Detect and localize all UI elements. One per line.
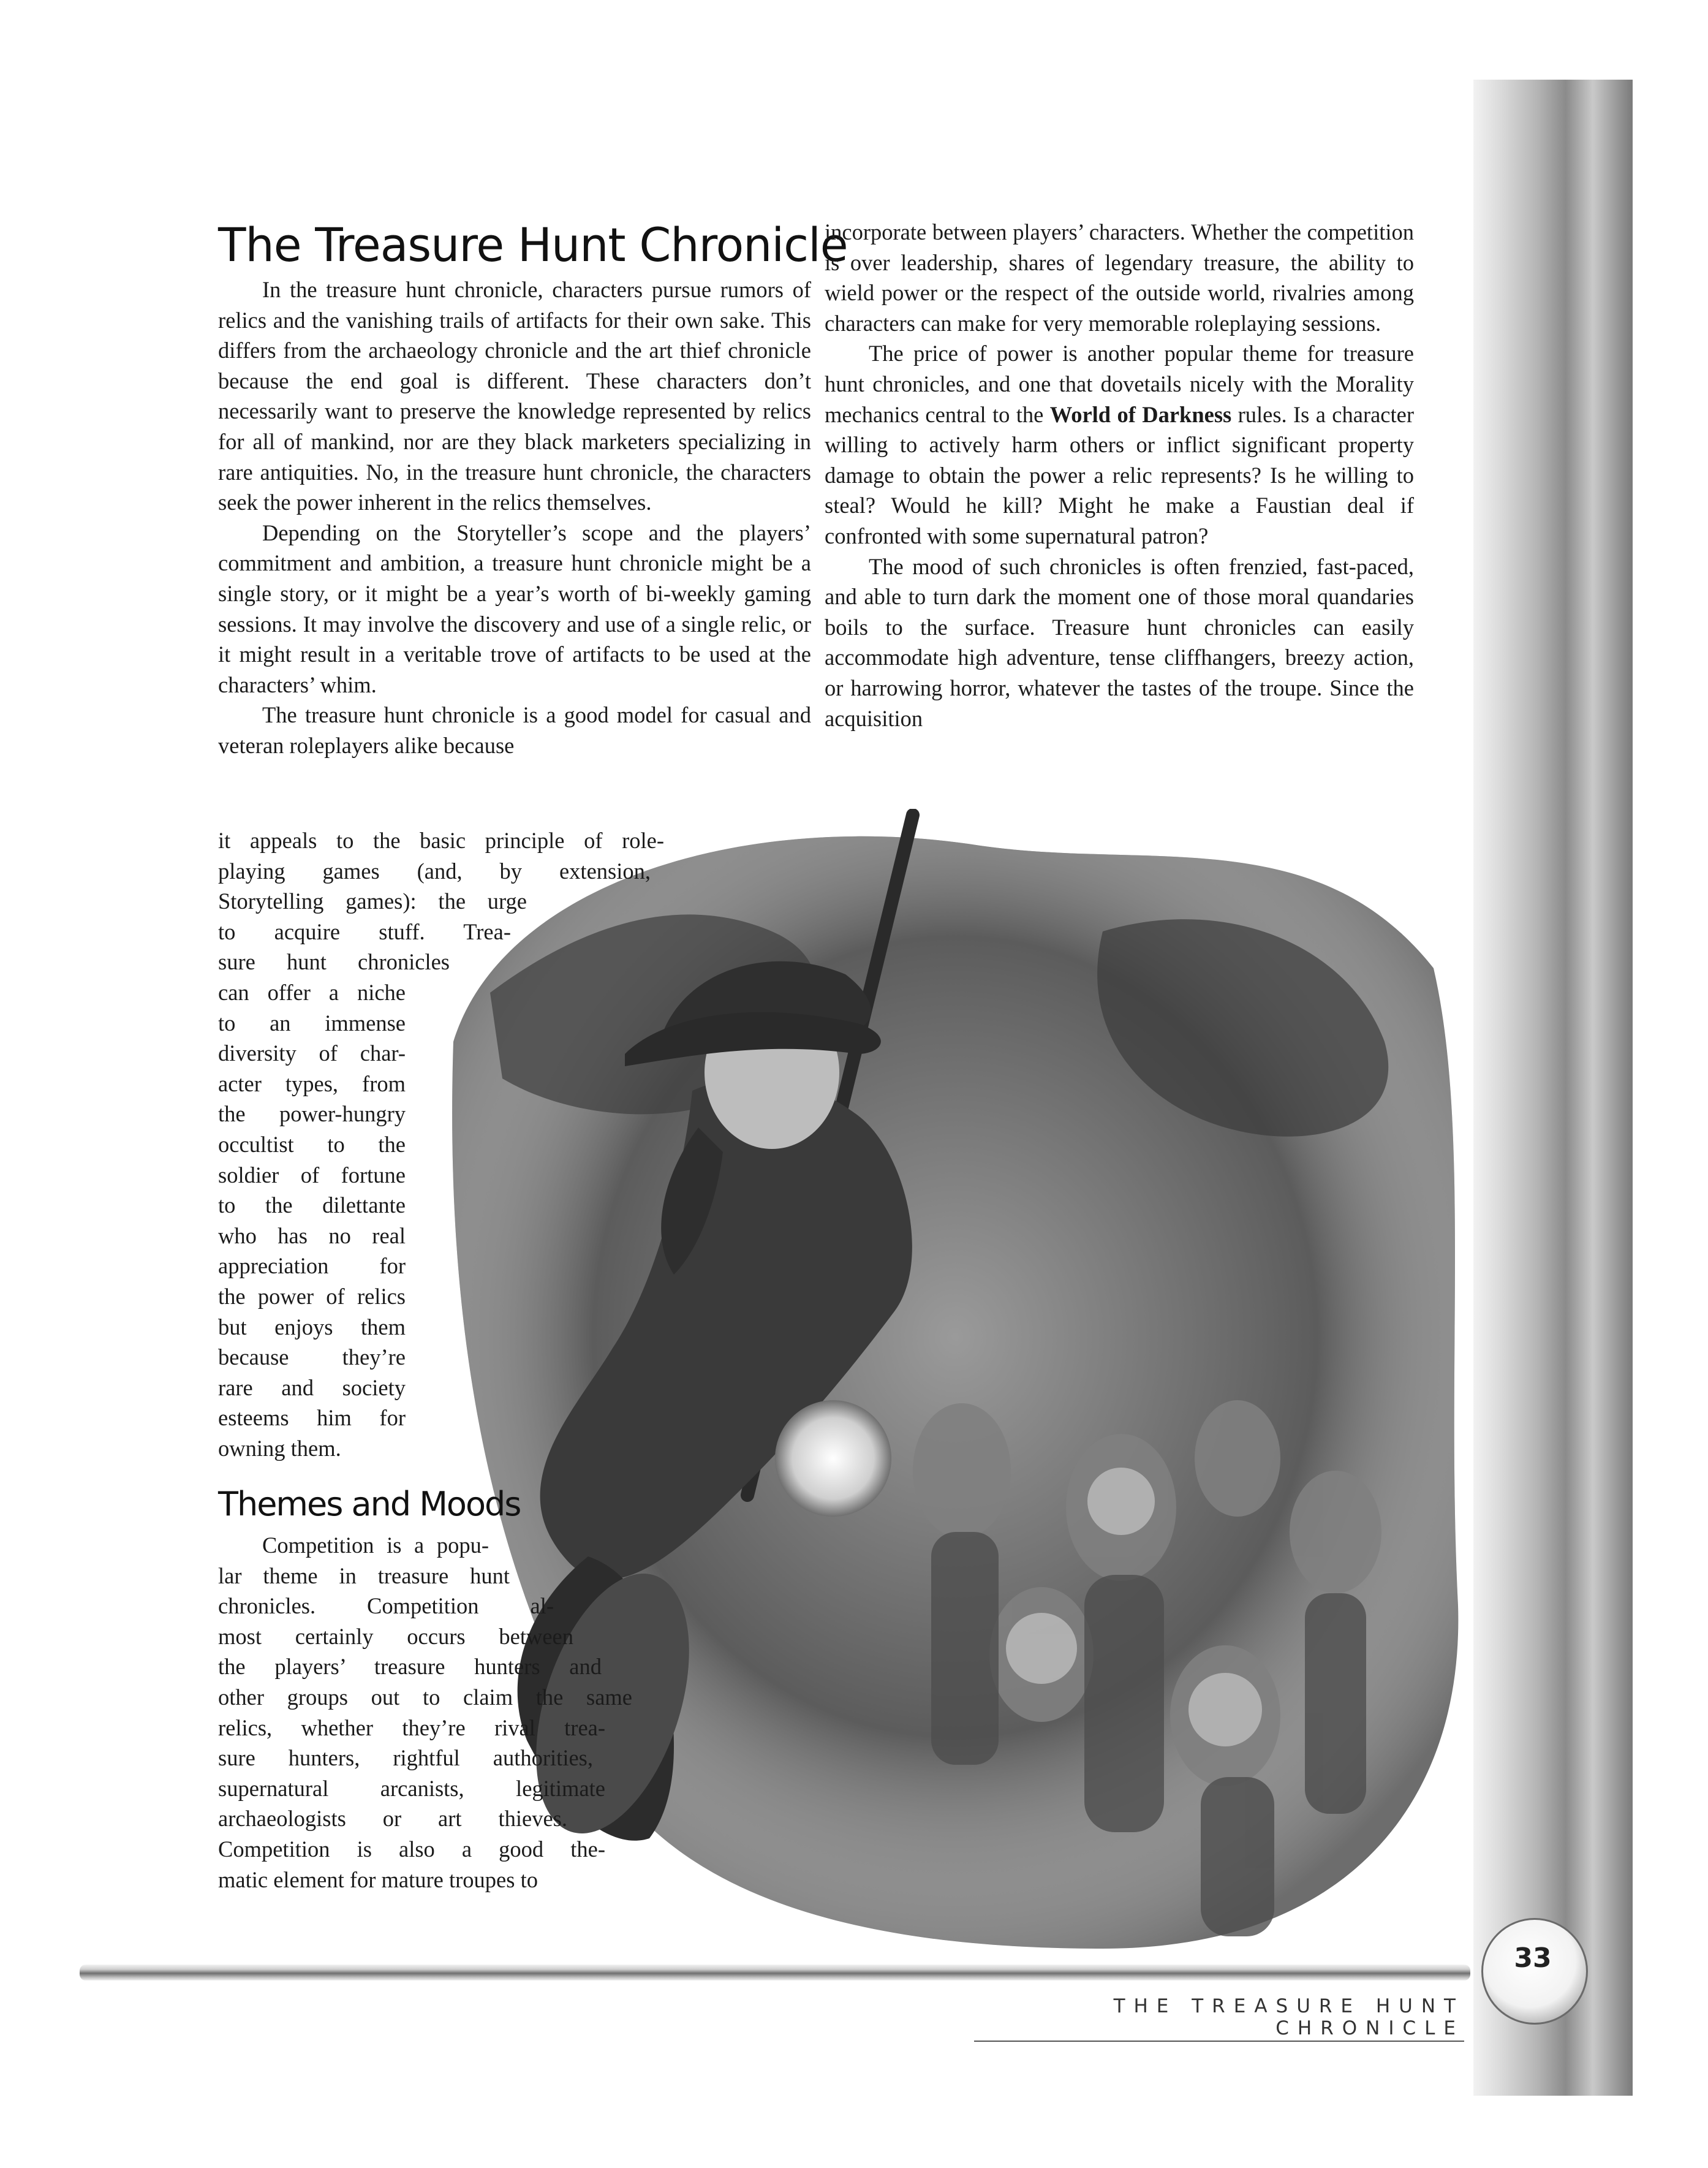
- paragraph: Depending on the Storyteller’s scope and the players’ commitment and ambition, a treasure hunt chronicle might be a single story, or it might be a year’s worth of bi-weekly gaming sessions. It may involve the discovery and use of a single relic, or it might result in a veritable trove of artifacts to be used at the characters’ whim.: [218, 520, 811, 697]
- text-line: to an immense: [218, 1010, 406, 1036]
- text-line: because they’re: [218, 1344, 406, 1370]
- text-line: most certainly occurs between: [218, 1623, 573, 1649]
- text-line: to acquire stuff. Trea-: [218, 919, 511, 944]
- text-line: the players’ treasure hunters and: [218, 1654, 602, 1680]
- text-line: lar theme in treasure hunt: [218, 1563, 510, 1588]
- wrapped-text-block-2: [218, 1530, 632, 1895]
- text-line: can offer a niche: [218, 979, 406, 1005]
- paragraph: The mood of such chronicles is often frenzied, fast-paced, and able to turn dark the moment one of those moral quandaries boils to the surface. Treasure hunt chronicles can easily accommodate high adventure, tense cliffhangers, breezy action, or harrowing horror, whatever the tastes of the troupe. Since the acquisition: [825, 553, 1414, 731]
- text-line: soldier of fortune: [218, 1162, 406, 1188]
- text-line: who has no real: [218, 1222, 406, 1248]
- page-edge-artwork: [1473, 80, 1633, 2096]
- section-subheading: Themes and Moods: [218, 1485, 521, 1523]
- paragraph-text: rules. Is a character willing to actively harm others or inflict significant property damage to obtain the power a relic represents? Is he willing to steal? Would he kill? Might he make a Faustian deal if confronted with some supernatural patron?: [825, 401, 1415, 548]
- text-line: sure hunters, rightful authorities,: [218, 1745, 593, 1771]
- footer-rule: [80, 1965, 1470, 1980]
- text-line: acter types, from: [218, 1071, 406, 1096]
- text-line: but enjoys them: [218, 1314, 406, 1340]
- text-line: sure hunt chronicles: [218, 949, 450, 975]
- paragraph: incorporate between players’ characters. Whether the competition is over leadership, shares of legendary treasure, the ability to wield power or the respect of the outside world, rivalries among characters can make for very memorable roleplaying sessions.: [825, 219, 1414, 336]
- page-title: The Treasure Hunt Chronicle: [218, 218, 848, 272]
- text-line: occultist to the: [218, 1131, 406, 1157]
- paragraph: The treasure hunt chronicle is a good model for casual and veteran roleplayers alike because: [218, 702, 811, 758]
- page-number: 33: [1514, 1942, 1552, 1974]
- text-line: appreciation for: [218, 1253, 406, 1279]
- running-footer: THE TREASURE HUNT CHRONICLE: [974, 1995, 1464, 2042]
- text-line: rare and society: [218, 1374, 406, 1400]
- text-line: it appeals to the basic principle of role-: [218, 828, 664, 853]
- text-line: the power-hungry: [218, 1101, 406, 1127]
- text-line: chronicles. Competition al-: [218, 1593, 554, 1619]
- text-line: esteems him for: [218, 1405, 406, 1431]
- text-line: archaeologists or art thieves.: [218, 1806, 567, 1832]
- game-title-bold: World of Darkness: [1049, 401, 1232, 427]
- wrapped-text-block-1: [218, 825, 664, 1463]
- text-line: other groups out to claim the same: [218, 1684, 632, 1710]
- text-line: Competition is also a good the-: [218, 1836, 605, 1862]
- text-line: diversity of char-: [218, 1040, 406, 1066]
- text-line: relics, whether they’re rival trea-: [218, 1715, 605, 1740]
- text-line: playing games (and, by extension,: [218, 858, 651, 884]
- text-line: Competition is a popu-: [262, 1533, 489, 1558]
- text-line: matic element for mature troupes to: [218, 1867, 538, 1892]
- paragraph: In the treasure hunt chronicle, characters pursue rumors of relics and the vanishing trails of artifacts for their own sake. This differs from the archaeology chronicle and the art thief chronicle because the end goal is different. These characters don’t necessarily want to preserve the knowledge represented by relics for all of mankind, nor are they black marketers specializing in rare antiquities. No, in the treasure hunt chronicle, the characters seek the power inherent in the relics themselves.: [218, 277, 811, 515]
- paragraph: [825, 338, 1414, 551]
- text-line: to the dilettante: [218, 1192, 406, 1218]
- column-right: [825, 217, 1414, 733]
- column-left: [218, 275, 811, 761]
- text-line: the power of relics: [218, 1283, 406, 1309]
- text-line: owning them.: [218, 1435, 341, 1461]
- text-line: Storytelling games): the urge: [218, 889, 527, 914]
- paragraph-text: The price of power is another popular theme for treasure hunt chronicles, and one that dovetails nicely with the Morality mechanics central to the: [825, 341, 1414, 427]
- text-line: supernatural arcanists, legitimate: [218, 1775, 605, 1801]
